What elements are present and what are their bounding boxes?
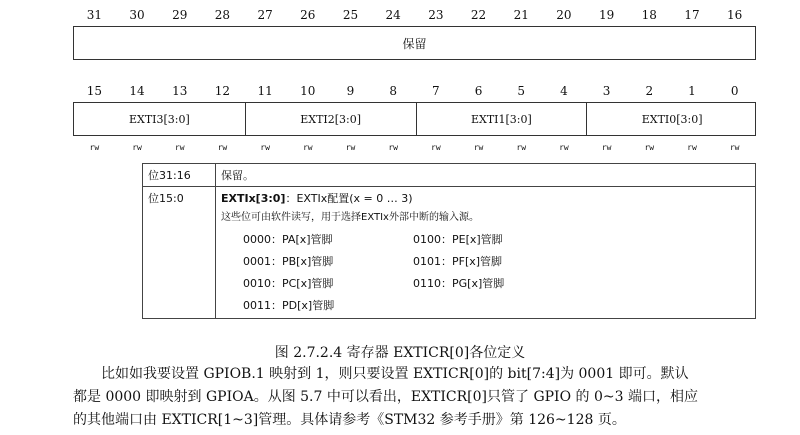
table-row bbox=[143, 164, 756, 187]
figure-caption: 图 2.7.2.4 寄存器 EXTICR[0]各位定义 bbox=[274, 345, 526, 361]
mapping-item: 0101：PF[x]管脚 bbox=[413, 255, 503, 268]
bit-number: 14 bbox=[129, 84, 145, 98]
field-exti3: EXTI3[3:0] bbox=[128, 112, 190, 126]
mapping-item: 0000：PA[x]管脚 bbox=[243, 233, 333, 246]
mapping-item: 0100：PE[x]管脚 bbox=[413, 233, 503, 246]
mapping-item: 0110：PG[x]管脚 bbox=[413, 277, 505, 290]
access-label: rw bbox=[601, 143, 612, 152]
bit-description-table bbox=[142, 163, 756, 319]
field-exti1: EXTI1[3:0] bbox=[416, 103, 587, 135]
bit-number: 7 bbox=[432, 84, 440, 98]
bit-number: 28 bbox=[214, 8, 231, 22]
paragraph-line: 比如如我要设置 GPIOB.1 映射到 1，则只要设置 EXTICR[0]的 bit[7:4]为 0001 即可。默认 bbox=[101, 366, 689, 382]
bit-number: 16 bbox=[727, 8, 743, 22]
bit-number: 15 bbox=[86, 84, 102, 98]
access-label: rw bbox=[644, 143, 655, 152]
bit-number: 1 bbox=[688, 84, 696, 98]
access-label: rw bbox=[687, 143, 697, 152]
bit-number: 19 bbox=[598, 8, 615, 22]
mapping-item: 0001：PB[x]管脚 bbox=[243, 255, 334, 268]
bit-number: 27 bbox=[257, 8, 273, 22]
paragraph-line: 的其他端口由 EXTICR[1~3]管理。具体请参考《STM32 参考手册》第 126~128 页。 bbox=[73, 412, 626, 428]
exti-config-title: EXTIx[3:0]：EXTIx配置(x = 0 … 3) bbox=[221, 192, 413, 205]
bits-cell: 位31:16 bbox=[143, 164, 216, 187]
reserved-label: 保留 bbox=[402, 36, 427, 51]
bit-number: 9 bbox=[346, 84, 355, 98]
desc-cell bbox=[216, 187, 756, 319]
access-label: rw bbox=[132, 143, 142, 152]
bit-number: 31 bbox=[86, 8, 102, 22]
bit-number: 11 bbox=[257, 84, 273, 98]
bit-number: 26 bbox=[300, 8, 316, 22]
bit-number: 24 bbox=[385, 8, 401, 22]
bit-number: 29 bbox=[172, 8, 188, 22]
access-label: rw bbox=[174, 143, 185, 152]
bit-number: 8 bbox=[389, 84, 397, 98]
access-label: rw bbox=[559, 143, 569, 152]
body-paragraph bbox=[73, 363, 763, 432]
bit-number: 13 bbox=[172, 84, 188, 98]
access-label: rw bbox=[729, 143, 740, 152]
access-label: rw bbox=[516, 143, 527, 152]
exti-config-subtitle: 这些位可由软件读写，用于选择EXTIx外部中断的输入源。 bbox=[221, 212, 479, 223]
access-label: rw bbox=[217, 143, 228, 152]
field-exti0: EXTI0[3:0] bbox=[586, 103, 757, 135]
bit-number: 22 bbox=[470, 8, 487, 22]
access-label: rw bbox=[473, 143, 484, 152]
table-row bbox=[143, 187, 756, 319]
bit-number: 17 bbox=[684, 8, 700, 22]
bit-number: 30 bbox=[129, 8, 145, 22]
bit-number: 3 bbox=[602, 84, 611, 98]
access-label: rw bbox=[345, 143, 356, 152]
bit-number: 2 bbox=[645, 84, 654, 98]
reserved-register-box bbox=[73, 26, 756, 60]
mapping-item: 0011：PD[x]管脚 bbox=[243, 299, 335, 312]
bit-number: 5 bbox=[517, 84, 526, 98]
bit-number: 12 bbox=[214, 84, 231, 98]
mapping-item: 0010：PC[x]管脚 bbox=[243, 277, 334, 290]
access-label: rw bbox=[89, 143, 100, 152]
paragraph-line: 都是 0000 即映射到 GPIOA。从图 5.7 中可以看出，EXTICR[0]只管了 GPIO 的 0~3 端口，相应 bbox=[73, 389, 698, 405]
bits-cell: 位15:0 bbox=[143, 187, 216, 319]
port-mapping-list bbox=[243, 231, 750, 313]
desc-cell: 保留。 bbox=[216, 164, 756, 187]
exti-fields-box bbox=[73, 102, 756, 136]
bit-number: 6 bbox=[474, 84, 483, 98]
access-label: rw bbox=[431, 143, 441, 152]
bit-number: 18 bbox=[641, 8, 657, 22]
bit-number: 0 bbox=[730, 84, 739, 98]
bit-number: 20 bbox=[556, 8, 572, 22]
bit-number: 25 bbox=[342, 8, 359, 22]
access-label: rw bbox=[302, 143, 313, 152]
access-label: rw bbox=[260, 143, 270, 152]
bit-number: 4 bbox=[560, 84, 568, 98]
bit-number: 23 bbox=[428, 8, 444, 22]
access-label: rw bbox=[388, 143, 398, 152]
bit-number: 21 bbox=[513, 8, 529, 22]
field-exti2: EXTI2[3:0] bbox=[245, 103, 416, 135]
bit-number: 10 bbox=[300, 84, 316, 98]
